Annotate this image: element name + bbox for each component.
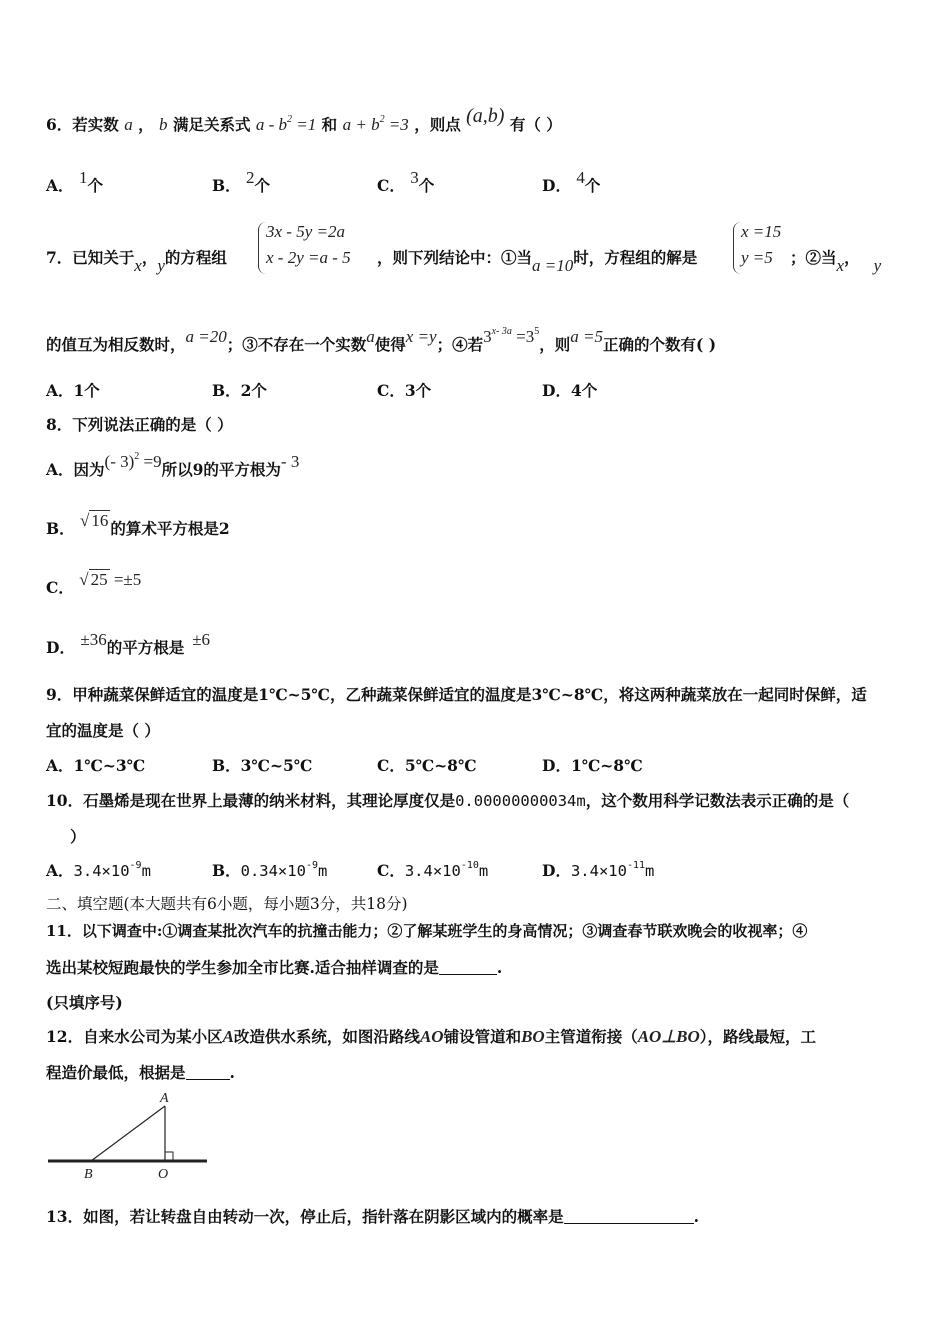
q12-label-b: B (84, 1167, 93, 1182)
q10-line-2: ） (70, 827, 86, 846)
q9-line-1: 9．甲种蔬菜保鲜适宜的温度是1℃~5℃，乙种蔬菜保鲜适宜的温度是3℃~8℃，将这两种蔬菜放在一起同时保鲜，适 (46, 685, 867, 704)
q10-option-a[interactable]: A．$3.4\times 10^{-9}m$ (46, 860, 151, 880)
q12-line-1: 12．自来水公司为某小区A改造供水系统，如图沿路线AO铺设管道和BO主管道衔接（AO⊥BO），路线最短，工 (46, 1027, 817, 1046)
q12-line-2: 程造价最低，根据是 . (46, 1063, 235, 1082)
q6-comma: ， (138, 115, 154, 134)
q7-condition-4: $3^{x- 3a} =3^5$ (483, 326, 540, 346)
section-2-heading: 二、填空题(本大题共有6小题，每小题3分，共18分) (46, 895, 408, 913)
q9-option-a[interactable]: A．1℃~3℃ (46, 756, 146, 775)
q12-right-angle-mark (165, 1152, 173, 1160)
q11-line-3: (只填序号) (46, 993, 123, 1012)
q7-text-2: ，则下列结论中：①当a =10时，方程组的解是 (377, 248, 698, 275)
q6-var-b: b (159, 115, 168, 134)
q8-option-c[interactable]: C． √ 25 =±5 (46, 570, 142, 597)
q11-line-1: 11．以下调查中:①调查某批次汽车的抗撞击能力；②了解某班学生的身高情况；③调查春节联欢晚会的收视率；④ (46, 922, 808, 940)
q9-option-c[interactable]: C．5℃~8℃ (377, 756, 477, 775)
q7-line-2: 的值互为相反数时，a =20；③不存在一个实数a使得x =y；④若$3^{x- 3a} =3^5$，则a =5正确的个数有( ) (46, 326, 717, 354)
q8-option-a[interactable]: A．因为(- 3)$^2$ =9所以9的平方根为- 3 (46, 451, 300, 479)
q7-var-y: y (157, 256, 165, 275)
q6-option-d[interactable]: D． 4个 (542, 168, 601, 195)
q6-equation-2: $a + b^2 =3$ (342, 114, 409, 134)
q9-line-2: 宜的温度是（ ） (46, 721, 160, 740)
q10-option-c[interactable]: C．$3.4\times 10^{-10}m$ (377, 860, 489, 880)
q7-solution-1: x =15 (741, 222, 782, 241)
q7-equation-1: 3x - 5y =2a (266, 222, 345, 241)
q8-option-d[interactable]: D． ±36的平方根是 ±6 (46, 630, 211, 657)
q8-option-b[interactable]: B． √ 16 的算术平方根是2 (46, 511, 230, 538)
q7-brace (258, 222, 266, 274)
q6-text-4: 有（ ） (509, 115, 562, 134)
q12-line-ab (91, 1106, 165, 1161)
q7-condition-5: a =5 (570, 327, 603, 346)
q11-answer-blank[interactable] (439, 974, 497, 975)
q6-var-a: a (124, 115, 133, 134)
q12-label-o: O (158, 1167, 169, 1182)
q7-condition-2: a =20 (185, 327, 227, 346)
q7-option-b[interactable]: B．2个 (212, 381, 267, 400)
q8-stem: 8．下列说法正确的是（ ） (46, 415, 233, 434)
q6-option-a[interactable]: A． 1个 (46, 168, 103, 195)
q7-option-a[interactable]: A．1个 (46, 381, 100, 400)
q8-a-math: (- 3)$^2$ =9 (104, 451, 162, 471)
q6-text-2: 和 (321, 115, 338, 134)
q7-option-c[interactable]: C．3个 (377, 381, 432, 400)
q7-number-text: 7．已知关于x，y的方程组 (46, 248, 227, 275)
q6-option-b[interactable]: B． 2个 (212, 168, 271, 195)
q7-solution-brace (733, 222, 741, 274)
q7-option-d[interactable]: D．4个 (542, 381, 598, 400)
q12-figure (44, 1088, 214, 1184)
q11-line-2: 选出某校短跑最快的学生参加全市比赛.适合抽样调查的是 . (46, 958, 503, 977)
q7-condition-3: x =y (405, 327, 437, 346)
q7-var-x: x (134, 256, 142, 275)
q12-answer-blank[interactable] (186, 1079, 230, 1080)
q13-answer-blank[interactable] (564, 1223, 694, 1224)
q6-text-3: ，则点 (414, 115, 461, 134)
q10-option-d[interactable]: D．$3.4\times 10^{-11}m$ (542, 860, 655, 880)
q10-line-1: 10．石墨烯是现在世界上最薄的纳米材料，其理论厚度仅是0.00000000034m，这个数用科学记数法表示正确的是（ (46, 791, 850, 810)
q6-stem (46, 105, 562, 136)
q12-label-a: A (160, 1091, 169, 1106)
q9-option-b[interactable]: B．3℃~5℃ (212, 756, 313, 775)
q7-condition-1: a =10 (532, 256, 574, 275)
q8-c-radical: √ 25 =±5 (79, 570, 142, 589)
q6-option-c[interactable]: C． 3个 (377, 168, 435, 195)
q9-option-d[interactable]: D．1℃~8℃ (542, 756, 643, 775)
q10-option-b[interactable]: B．$0.34\times 10^{-9}m$ (212, 860, 328, 880)
q7-solution-2: y =5 (741, 248, 773, 267)
q7-text-4: ；②当x， y (790, 248, 882, 275)
q6-number-text: 6．若实数 (46, 115, 119, 134)
q6-point: (a,b) (466, 105, 505, 127)
q7-equation-2: x - 2y =a - 5 (266, 248, 351, 267)
q8-b-radical: √ 16 (80, 511, 109, 530)
q6-text-1: 满足关系式 (172, 115, 251, 134)
q13-text: 13．如图，若让转盘自由转动一次，停止后，指针落在阴影区域内的概率是 . (46, 1207, 699, 1226)
q6-equation-1: $a - b^2 =1$ (255, 114, 317, 134)
